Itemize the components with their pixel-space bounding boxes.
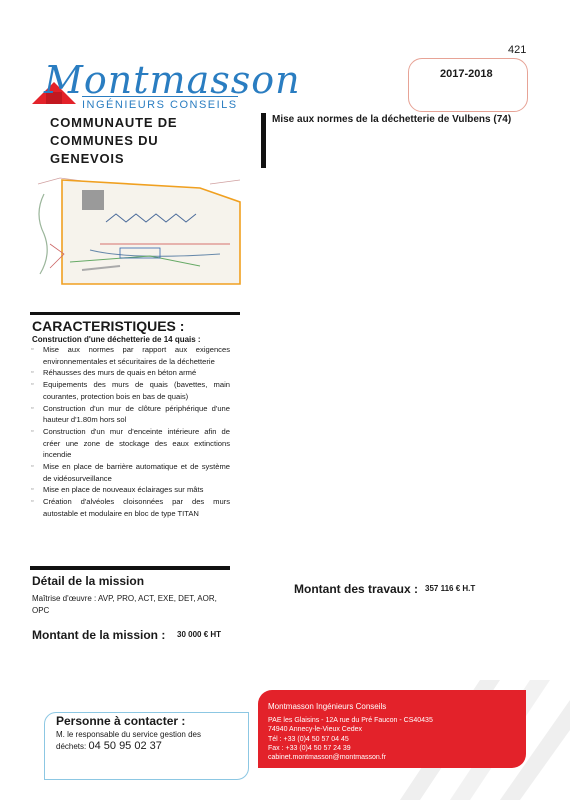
works-amount-label: Montant des travaux : [294, 582, 419, 596]
firm-address-line: 74940 Annecy-le-Vieux Cedex [268, 726, 363, 734]
list-item: ▫ Construction d'un mur de clôture périphérique d'une hauteur d'1.80m hors sol [30, 403, 230, 426]
list-item: ▫ Construction d'un mur d'enceinte intérieure afin de créer une zone de stockage des eaux extinctions incendie [30, 426, 230, 461]
year-box [408, 58, 528, 112]
mission-amount-value: 30 000 € HT [177, 630, 222, 639]
characteristics-bar [30, 312, 240, 315]
list-item: ▫ Création d'alvéoles cloisonnées par des murs autostable et modulaire en bloc de type TITAN [30, 496, 230, 519]
logo-subtitle: INGÉNIEURS CONSEILS [82, 96, 238, 111]
firm-name: Montmasson Ingénieurs Conseils [268, 702, 387, 711]
characteristics-list [30, 344, 230, 520]
project-title: Mise aux normes de la déchetterie de Vulbens (74) [272, 114, 512, 125]
mission-title: Détail de la mission [32, 574, 145, 588]
contact-title: Personne à contacter : [56, 714, 186, 728]
mission-amount-label: Montant de la mission : [32, 628, 166, 642]
site-plan-image [30, 174, 242, 292]
contact-line: M. le responsable du service gestion des [56, 730, 201, 739]
list-item: ▫ Equipements des murs de quais (bavettes, main courantes, protection bois en bas de quais) [30, 379, 230, 402]
firm-address-line: PAE les Glaisins - 12A rue du Pré Faucon - CS40435 [268, 717, 433, 724]
firm-address-line: Fax : +33 (0)4 50 57 24 39 [268, 744, 351, 752]
client-line: COMMUNES DU [50, 133, 159, 148]
firm-address-line: Tél : +33 (0)4 50 57 04 45 [268, 735, 349, 743]
list-item: ▫ Réhausses des murs de quais en béton armé [30, 367, 230, 379]
page-number: 421 [508, 44, 527, 56]
list-item: ▫ Mise en place de nouveaux éclairages sur mâts [30, 484, 230, 496]
characteristics-subtitle: Construction d'une déchetterie de 14 quais : [32, 335, 201, 344]
characteristics-title: CARACTERISTIQUES : [32, 318, 185, 334]
firm-address [268, 716, 433, 762]
contact-line [56, 740, 162, 752]
title-bar [261, 113, 266, 168]
project-years: 2017-2018 [440, 68, 493, 80]
contact-phone: 04 50 95 02 37 [88, 740, 162, 752]
client-line: GENEVOIS [50, 151, 125, 166]
logo-name: Montmasson [44, 58, 301, 102]
works-amount-value: 357 116 € H.T [425, 584, 476, 593]
list-item: ▫ Mise en place de barrière automatique et de système de vidéosurveillance [30, 461, 230, 484]
client-name [50, 114, 177, 168]
mission-text: Maîtrise d'œuvre : AVP, PRO, ACT, EXE, DET, AOR, OPC [32, 594, 217, 615]
firm-email: cabinet.montmasson@montmasson.fr [268, 754, 386, 762]
client-line: COMMUNAUTE DE [50, 115, 178, 130]
list-item: ▫ Mise aux normes par rapport aux exigences environnementales et sécuritaires de la déchetterie [30, 344, 230, 367]
mission-bar [30, 566, 230, 570]
contact-line-prefix: déchets: [56, 742, 87, 751]
